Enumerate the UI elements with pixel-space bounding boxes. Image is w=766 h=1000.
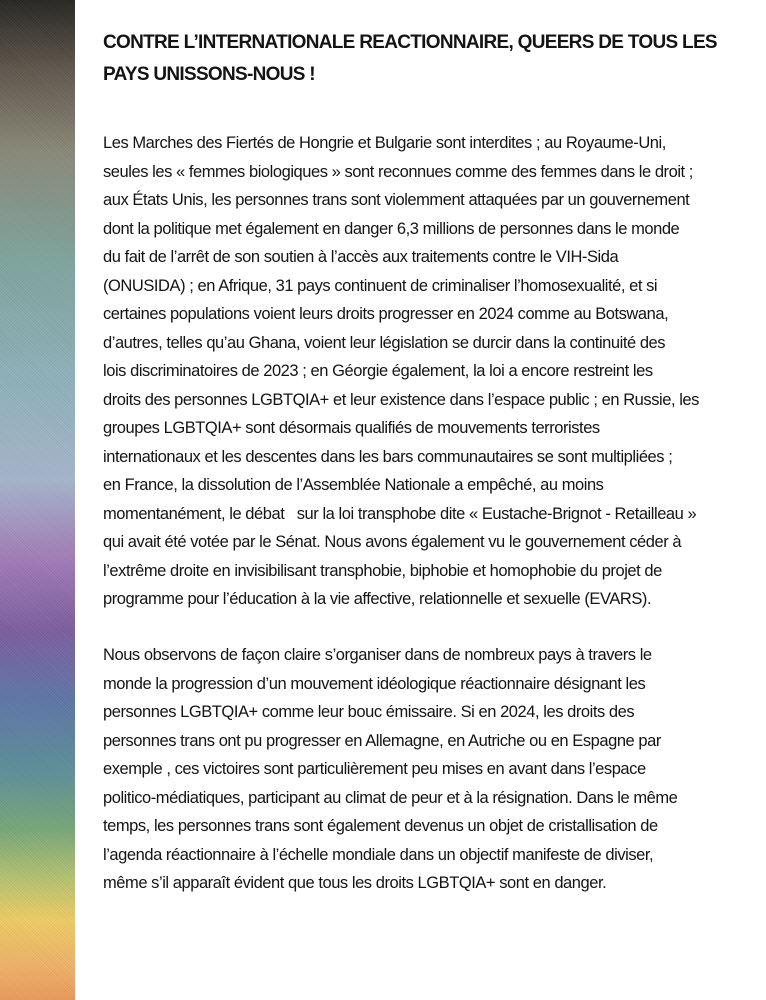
paragraph-line: l’extrême droite en invisibilisant transphobie, biphobie et homophobie du projet de [103, 561, 662, 580]
paragraph-line: d’autres, telles qu’au Ghana, voient leur législation se durcir dans la continuité des [103, 333, 666, 352]
rainbow-gradient-strip [0, 0, 75, 1000]
paragraph-2 [103, 641, 677, 898]
article-title [103, 27, 717, 91]
paragraph-line: l’agenda réactionnaire à l’échelle mondiale dans un objectif manifeste de diviser, [103, 845, 654, 864]
paragraph-line: momentanément, le débat sur la loi transphobe dite « Eustache-Brignot - Retailleau » [103, 504, 697, 523]
paragraph-line: même s’il apparaît évident que tous les droits LGBTQIA+ sont en danger. [103, 874, 607, 892]
paragraph-1 [103, 129, 699, 614]
paragraph-line: lois discriminatoires de 2023 ; en Géorgie également, la loi a encore restreint les [103, 362, 653, 380]
paragraph-line: Les Marches des Fiertés de Hongrie et Bulgarie sont interdites ; au Royaume-Uni, [103, 134, 666, 152]
paragraph-line: politico-médiatiques, participant au climat de peur et à la résignation. Dans le même [103, 788, 678, 807]
paragraph-line: droits des personnes LGBTQIA+ et leur existence dans l’espace public ; en Russie, les [103, 390, 699, 409]
paragraph-line: monde la progression d’un mouvement idéologique réactionnaire désignant les [103, 674, 646, 693]
paragraph-line: personnes trans ont pu progresser en Allemagne, en Autriche ou en Espagne par [103, 731, 661, 750]
paragraph-line: internationaux et les descentes dans les bars communautaires se sont multipliées ; [103, 447, 673, 466]
paragraph-line: temps, les personnes trans sont également devenus un objet de cristallisation de [103, 817, 658, 835]
paragraph-line: qui avait été votée par le Sénat. Nous avons également vu le gouvernement céder à [103, 533, 682, 551]
title-line: CONTRE L’INTERNATIONALE REACTIONNAIRE, QUEERS DE TOUS LES [103, 32, 717, 53]
paragraph-line: en France, la dissolution de l’Assemblée Nationale a empêché, au moins [103, 476, 604, 494]
title-line: PAYS UNISSONS-NOUS ! [103, 64, 315, 85]
paragraph-line: (ONUSIDA) ; en Afrique, 31 pays continuent de criminaliser l’homosexualité, et si [103, 276, 658, 295]
paragraph-line: certaines populations voient leurs droits progresser en 2024 comme au Botswana, [103, 305, 669, 323]
paragraph-line: personnes LGBTQIA+ comme leur bouc émissaire. Si en 2024, les droits des [103, 703, 635, 721]
paragraph-line: seules les « femmes biologiques » sont reconnues comme des femmes dans le droit ; [103, 162, 693, 181]
paragraph-line: programme pour l’éducation à la vie affective, relationnelle et sexuelle (EVARS). [103, 590, 652, 608]
paragraph-line: dont la politique met également en danger 6,3 millions de personnes dans le monde [103, 219, 680, 238]
paragraph-line: groupes LGBTQIA+ sont désormais qualifiés de mouvements terroristes [103, 419, 600, 437]
paragraph-line: Nous observons de façon claire s’organiser dans de nombreux pays à travers le [103, 646, 652, 664]
paragraph-line: aux États Unis, les personnes trans sont violemment attaquées par un gouvernement [103, 191, 690, 209]
paragraph-line: du fait de l’arrêt de son soutien à l’accès aux traitements contre le VIH-Sida [103, 248, 619, 266]
paragraph-line: exemple , ces victoires sont particulièrement peu mises en avant dans l’espace [103, 760, 646, 778]
